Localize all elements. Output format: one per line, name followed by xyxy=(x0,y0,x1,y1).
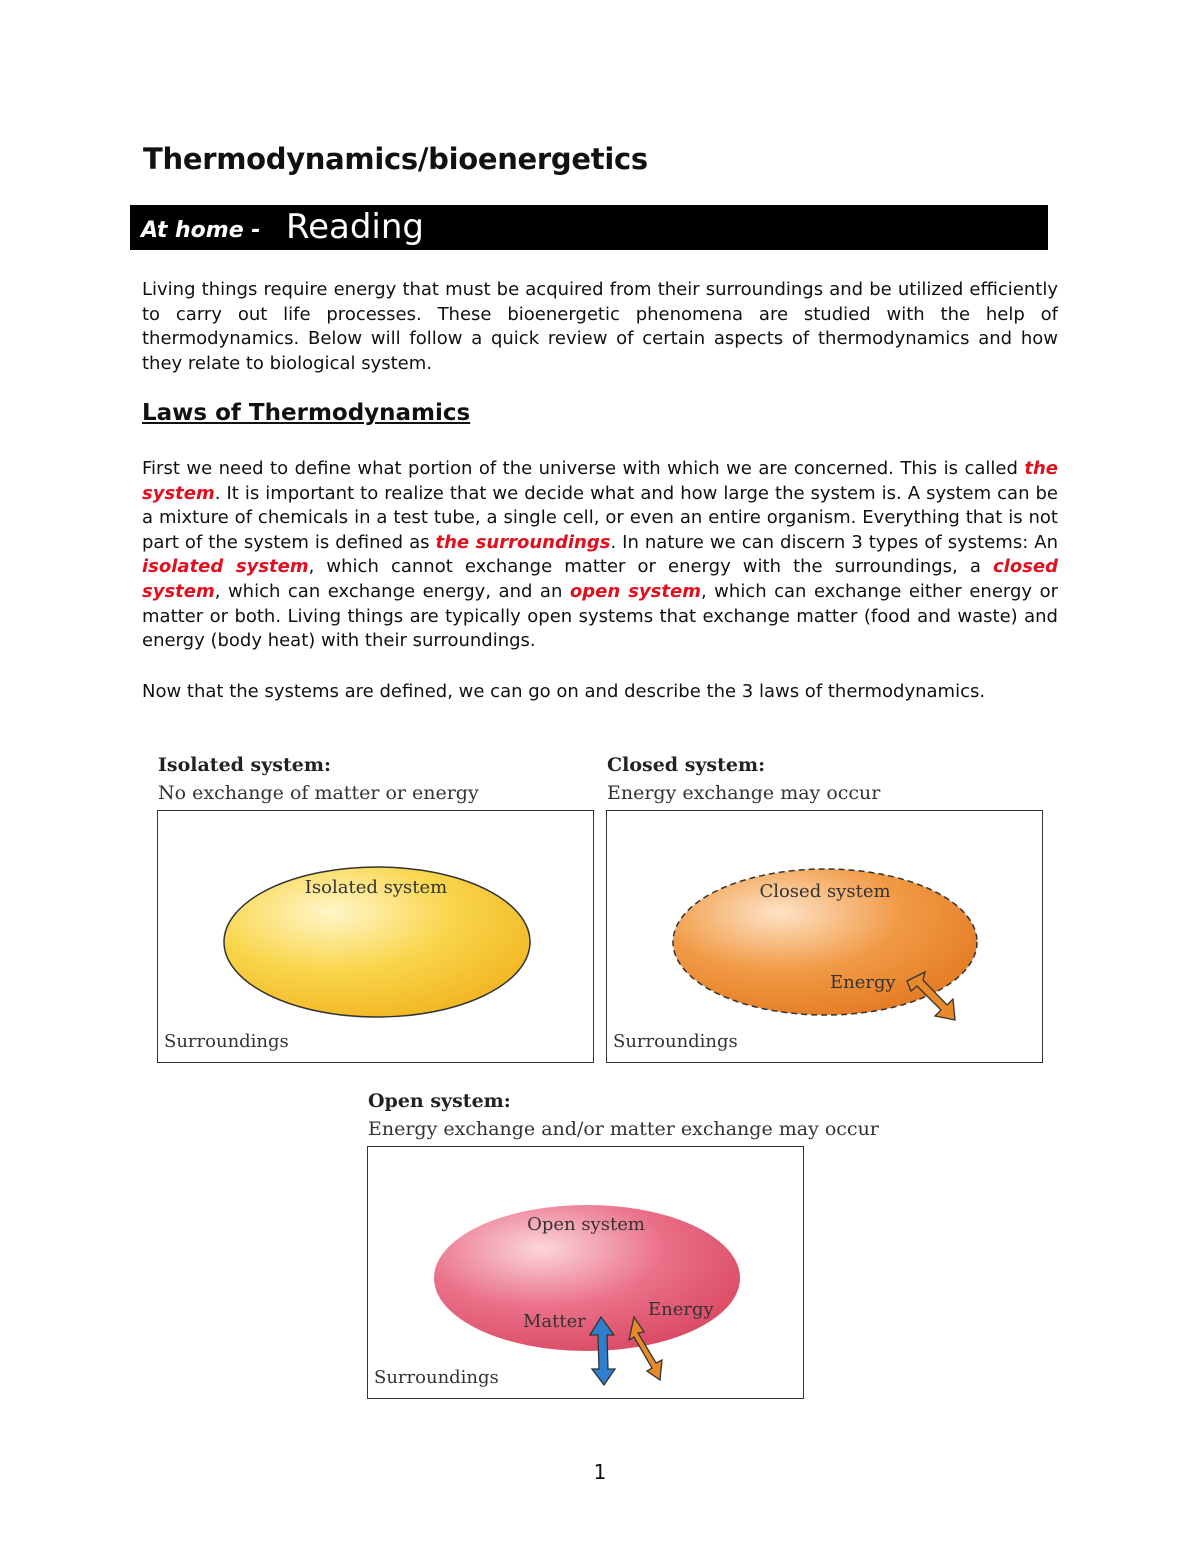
term-isolated-system: isolated system xyxy=(142,556,309,578)
open-caption: Energy exchange and/or matter exchange may occur xyxy=(368,1118,879,1140)
text-fragment: , which can exchange either energy or matter or both. Living things are typically open systems that exchange matter (food and waste) and energy (body heat) with their surroundings. xyxy=(142,580,1058,652)
closed-caption: Energy exchange may occur xyxy=(607,782,881,804)
closed-energy-label: Energy xyxy=(830,972,896,993)
term-open-system: open system xyxy=(569,580,701,602)
banner-big-text: Reading xyxy=(286,207,425,247)
systems-paragraph xyxy=(142,457,1058,654)
open-matter-label: Matter xyxy=(523,1311,586,1332)
text-fragment: . It is important to realize that we decide what and how large the system is. A system can be a mixture of chemicals in a test tube, a single cell, or even an entire organism. Everything that is not part of the system is defined as xyxy=(142,482,1058,553)
open-surroundings-label: Surroundings xyxy=(374,1367,499,1388)
isolated-system-diagram xyxy=(157,810,594,1063)
section-heading: Laws of Thermodynamics xyxy=(142,400,471,426)
text-fragment: . In nature we can discern 3 types of systems: An xyxy=(610,531,1058,553)
isolated-heading: Isolated system: xyxy=(158,754,331,776)
closed-inner-label: Closed system xyxy=(759,881,891,902)
intro-paragraph: Living things require energy that must be acquired from their surroundings and be utilized efficiently to carry out life processes. These bioenergetic phenomena are studied with the help of thermodynamics. Below will follow a quick review of certain aspects of thermodynamics and how they relate to biological system. xyxy=(142,279,1058,374)
open-heading: Open system: xyxy=(368,1090,511,1112)
open-inner-label: Open system xyxy=(527,1214,645,1235)
term-surroundings: the surroundings xyxy=(435,531,611,553)
transition-paragraph: Now that the systems are defined, we can go on and describe the 3 laws of thermodynamics. xyxy=(142,681,986,702)
isolated-surroundings-label: Surroundings xyxy=(164,1031,289,1052)
term-system: the system xyxy=(142,458,1058,504)
closed-surroundings-label: Surroundings xyxy=(613,1031,738,1052)
term-closed-system: closed system xyxy=(142,556,1058,602)
page-title: Thermodynamics/bioenergetics xyxy=(143,142,648,176)
banner-small-text: At home - xyxy=(141,218,261,243)
open-system-diagram xyxy=(367,1146,804,1399)
text-fragment: , which cannot exchange matter or energy with the surroundings, a xyxy=(308,556,981,578)
open-energy-label: Energy xyxy=(648,1299,714,1320)
isolated-inner-label: Isolated system xyxy=(304,877,448,898)
page-number: 1 xyxy=(593,1460,607,1484)
closed-heading: Closed system: xyxy=(607,754,766,776)
text-fragment: , which can exchange energy, and an xyxy=(214,580,563,602)
reading-banner xyxy=(130,205,1048,250)
isolated-caption: No exchange of matter or energy xyxy=(158,782,479,804)
text-fragment: First we need to define what portion of the universe with which we are concerned. This is called xyxy=(142,458,1018,479)
closed-system-diagram xyxy=(606,810,1043,1063)
